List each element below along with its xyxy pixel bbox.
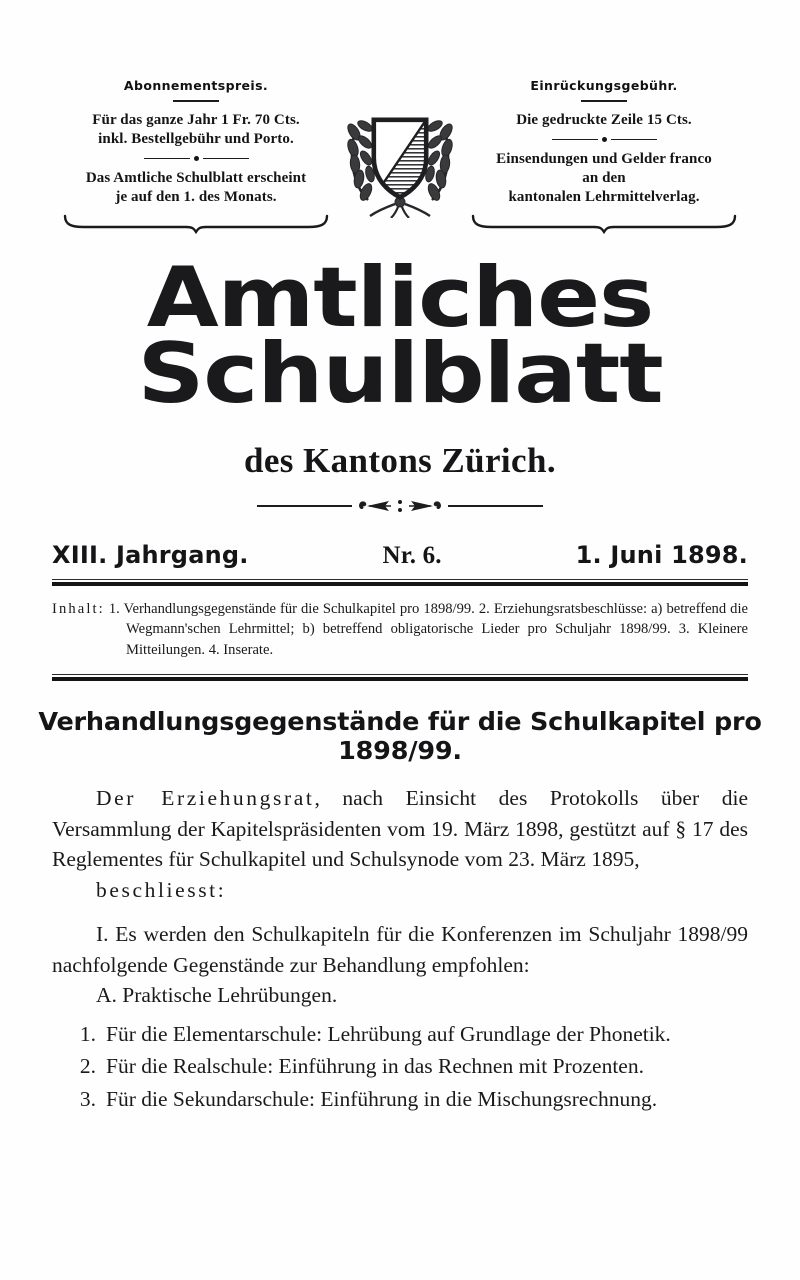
publication-frequency-line-1: Das Amtliche Schulblatt erscheint <box>85 170 307 186</box>
submissions-line-1: Einsendungen und Gelder franco <box>496 151 712 167</box>
dot-rule-ornament <box>460 137 748 142</box>
list-item-number: 3. <box>79 1086 96 1111</box>
section-heading-a: A. Praktische Lehrübungen. <box>96 983 338 1007</box>
subscription-price-line-2: inkl. Bestellgebühr und Porto. <box>98 131 294 147</box>
short-rule-divider <box>173 100 219 102</box>
resolution-word: beschliesst: <box>96 877 227 902</box>
publication-title: Amtliches Schulblatt <box>137 249 663 423</box>
insertion-fee-line-1: Die gedruckte Zeile 15 Cts. <box>516 112 692 128</box>
double-rule-bottom <box>52 674 748 681</box>
article-paragraph-2: I. Es werden den Schulkapiteln für die Konferenzen im Schuljahr 1898/99 nachfolgende Gegenstände zur Behandlung empfohlen: <box>52 922 748 977</box>
article-paragraph-1 <box>52 783 748 875</box>
list-item <box>52 1084 748 1115</box>
fleuron-ornament <box>0 497 800 515</box>
volume-label: XIII. Jahrgang. <box>52 540 249 569</box>
contents-label: Inhalt: <box>52 600 105 617</box>
double-rule-top <box>52 579 748 586</box>
list-item-text: Für die Sekundarschule: Einführung in die Mischungsrechnung. <box>106 1086 658 1111</box>
contents-summary <box>52 599 748 661</box>
submissions-line-2: an den <box>582 170 626 186</box>
issue-line <box>0 541 800 570</box>
masthead <box>0 0 800 234</box>
list-item-number: 1. <box>79 1021 96 1046</box>
issue-date: 1. Juni 1898. <box>575 540 748 569</box>
subscription-price-heading: Abonnementspreis. <box>123 78 269 93</box>
recommendations-list <box>52 1019 748 1115</box>
curly-brace-ornament <box>62 214 330 234</box>
publication-frequency-line-2: je auf den 1. des Monats. <box>115 189 277 205</box>
short-rule-divider <box>581 100 627 102</box>
article-headline: Verhandlungsgegenstände für die Schulkapitel pro 1898/99. <box>38 707 762 765</box>
list-item <box>52 1019 748 1050</box>
article-paragraph-1-rest: , nach Einsicht des Protokolls über die Versammlung der Kapitelspräsidenten vom 19. März 1898, gestützt auf § 17 des Reglementes für Schulkapitel und Schulsynode vom 23. März 1895, <box>52 786 748 871</box>
subscription-price-line-1: Für das ganze Jahr 1 Fr. 70 Cts. <box>92 112 300 128</box>
article-body <box>52 783 748 1011</box>
submissions-line-3: kantonalen Lehrmittelverlag. <box>508 189 700 205</box>
list-item-number: 2. <box>79 1054 96 1078</box>
coat-of-arms-zurich-icon <box>340 96 460 218</box>
arrow-fleuron-icon <box>355 497 445 515</box>
list-item-text: Für die Elementarschule: Lehrübung auf Grundlage der Phonetik. <box>106 1021 671 1046</box>
insertion-fee-heading: Einrückungsgebühr. <box>530 78 678 93</box>
list-item-text: Für die Realschule: Einführung in das Rechnen mit Prozenten. <box>106 1054 644 1078</box>
dot-rule-ornament <box>52 156 340 161</box>
masthead-right-block <box>460 78 748 234</box>
curly-brace-ornament <box>470 214 738 234</box>
list-item <box>52 1051 748 1082</box>
masthead-left-block <box>52 78 340 234</box>
contents-text: 1. Verhandlungsgegenstände für die Schulkapitel pro 1898/99. 2. Erziehungsratsbeschlüsse: a) betreffend die Wegmann'schen Lehrmittel; b) betreffend obligatorische Lieder pro Schuljahr 1898/99. 3. Kleinere Mitteilungen. 4. Inserate. <box>104 600 748 658</box>
publication-subtitle: des Kantons Zürich. <box>244 440 556 480</box>
issue-number: Nr. 6. <box>382 541 442 569</box>
emphasis-erziehungsrat: Der Erziehungsrat <box>96 786 315 810</box>
